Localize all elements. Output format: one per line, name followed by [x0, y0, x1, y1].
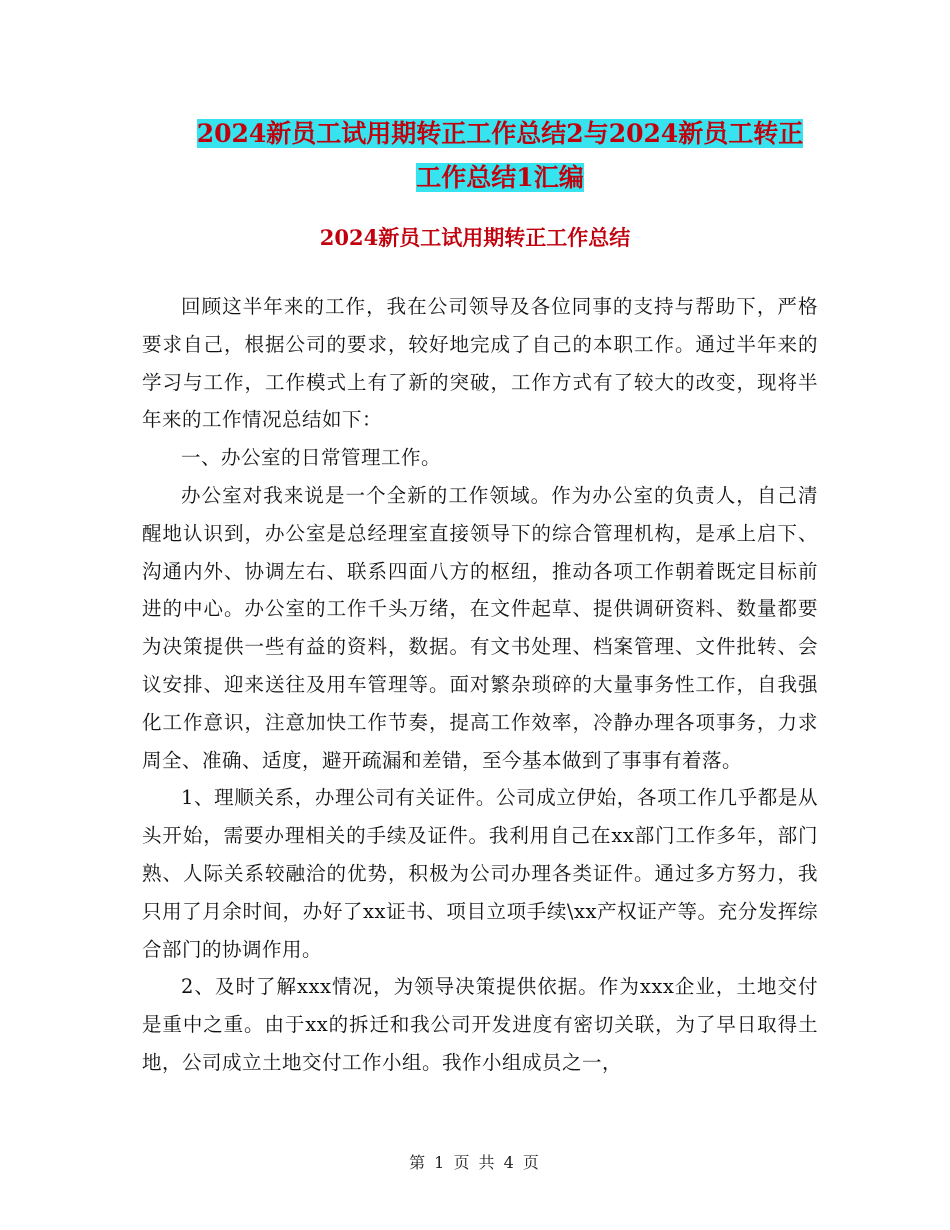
paragraph-intro: 回顾这半年来的工作，我在公司领导及各位同事的支持与帮助下，严格要求自己，根据公司的要求，较好地完成了自己的本职工作。通过半年来的学习与工作，工作模式上有了新的突破，工作方式有了较大的改变，现将半年来的工作情况总结如下：	[142, 295, 818, 432]
paragraph-office-work: 办公室对我来说是一个全新的工作领域。作为办公室的负责人，自己清醒地认识到，办公室是总经理室直接领导下的综合管理机构，是承上启下、沟通内外、协调左右、联系四面八方的枢纽，推动各项工作朝着既定目标前进的中心。办公室的工作千头万绪，在文件起草、提供调研资料、数量都要为决策提供一些有益的资料，数据。有文书处理、档案管理、文件批转、会议安排、迎来送往及用车管理等。面对繁杂琐碎的大量事务性工作，自我强化工作意识，注意加快工作节奏，提高工作效率，冷静办理各项事务，力求周全、准确、适度，避开疏漏和差错，至今基本做到了事事有着落。	[142, 483, 818, 772]
paragraph-item-2: 2、及时了解xxx情况，为领导决策提供依据。作为xxx企业，土地交付是重中之重。由于xx的拆迁和我公司开发进度有密切关联，为了早日取得土地，公司成立土地交付工作小组。我作小组成员之一，	[142, 975, 818, 1074]
document-title	[140, 112, 860, 200]
document-body	[142, 288, 818, 1082]
paragraph-heading-1: 一、办公室的日常管理工作。	[181, 446, 442, 470]
page-number: 第 1 页 共 4 页	[409, 1153, 541, 1172]
paragraph-item-1: 1、理顺关系，办理公司有关证件。公司成立伊始，各项工作几乎都是从头开始，需要办理相关的手续及证件。我利用自己在xx部门工作多年，部门熟、人际关系较融洽的优势，积极为公司办理各类证件。通过多方努力，我只用了月余时间，办好了xx证书、项目立项手续\xx产权证产等。充分发挥综合部门的协调作用。	[142, 786, 818, 961]
title-line-1: 2024新员工试用期转正工作总结2与2024新员工转正	[196, 119, 804, 148]
section-title: 2024新员工试用期转正工作总结	[319, 225, 631, 250]
title-line-2: 工作总结1汇编	[416, 163, 584, 192]
